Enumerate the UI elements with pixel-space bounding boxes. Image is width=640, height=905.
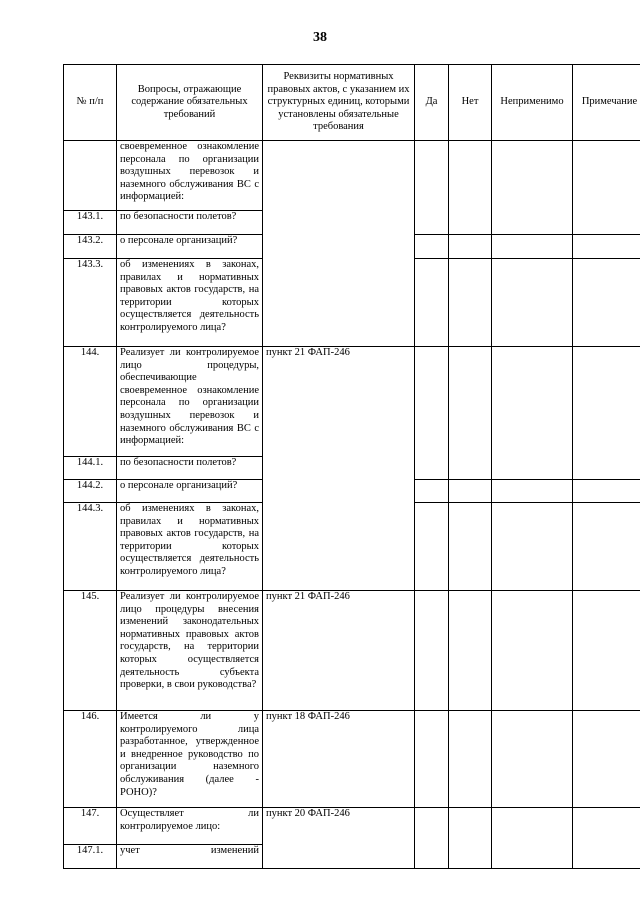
answer-yes-cell[interactable]: [415, 347, 449, 480]
row-question: об изменениях в законах, правилах и нормативных правовых актов государств, на территории которых осуществляется деятельность контролируемого лица?: [117, 503, 263, 591]
checklist-table: [63, 64, 640, 869]
answer-yes-cell[interactable]: [415, 591, 449, 711]
note-cell[interactable]: [573, 591, 640, 711]
row-number: 144.3.: [64, 503, 117, 591]
note-cell[interactable]: [573, 711, 640, 808]
table-row: [64, 711, 640, 808]
row-number: 147.1.: [64, 845, 117, 869]
row-question: Осуществляет ли контролируемое лицо:: [117, 808, 263, 845]
answer-yes-cell[interactable]: [415, 259, 449, 347]
header-yes: Да: [415, 65, 449, 141]
row-question: учет изменений: [117, 845, 263, 869]
header-note: Примечание: [573, 65, 640, 141]
note-cell[interactable]: [573, 235, 640, 259]
answer-na-cell[interactable]: [492, 259, 573, 347]
answer-yes-cell[interactable]: [415, 141, 449, 235]
row-reference: пункт 20 ФАП-246: [263, 808, 415, 869]
answer-no-cell[interactable]: [449, 235, 492, 259]
answer-yes-cell[interactable]: [415, 503, 449, 591]
table-row: [64, 347, 640, 457]
answer-na-cell[interactable]: [492, 591, 573, 711]
header-questions: Вопросы, отражающие содержание обязательных требований: [117, 65, 263, 141]
row-question: об изменениях в законах, правилах и нормативных правовых актов государств, на территории которых осуществляется деятельность контролируемого лица?: [117, 259, 263, 347]
note-cell[interactable]: [573, 259, 640, 347]
answer-yes-cell[interactable]: [415, 711, 449, 808]
answer-no-cell[interactable]: [449, 480, 492, 503]
header-requisites: Реквизиты нормативных правовых актов, с указанием их структурных единиц, которыми установлены обязательные требования: [263, 65, 415, 141]
row-number: 143.1.: [64, 211, 117, 235]
answer-na-cell[interactable]: [492, 235, 573, 259]
row-number: 147.: [64, 808, 117, 845]
row-question: своевременное ознакомление персонала по организации воздушных перевозок и наземного обслуживания ВС с информацией:: [117, 141, 263, 211]
answer-no-cell[interactable]: [449, 591, 492, 711]
answer-na-cell[interactable]: [492, 808, 573, 869]
table-header-row: [64, 65, 640, 141]
row-number: [64, 141, 117, 211]
row-number: 144.1.: [64, 457, 117, 480]
note-cell[interactable]: [573, 141, 640, 235]
answer-na-cell[interactable]: [492, 480, 573, 503]
answer-no-cell[interactable]: [449, 503, 492, 591]
table-row: [64, 591, 640, 711]
row-reference: пункт 21 ФАП-246: [263, 347, 415, 591]
row-question: Имеется ли у контролируемого лица разработанное, утвержденное и внедренное руководство по организации наземного обслуживания (далее - РОНО)?: [117, 711, 263, 808]
header-not-applicable: Неприменимо: [492, 65, 573, 141]
table-row: [64, 141, 640, 211]
header-num: № п/п: [64, 65, 117, 141]
row-reference: пункт 21 ФАП-246: [263, 591, 415, 711]
note-cell[interactable]: [573, 480, 640, 503]
row-number: 144.: [64, 347, 117, 457]
note-cell[interactable]: [573, 347, 640, 480]
row-number: 143.3.: [64, 259, 117, 347]
row-reference: пункт 18 ФАП-246: [263, 711, 415, 808]
row-reference: [263, 141, 415, 347]
answer-yes-cell[interactable]: [415, 808, 449, 869]
note-cell[interactable]: [573, 503, 640, 591]
row-number: 144.2.: [64, 480, 117, 503]
answer-na-cell[interactable]: [492, 141, 573, 235]
row-question: о персонале организаций?: [117, 480, 263, 503]
row-number: 146.: [64, 711, 117, 808]
row-question: по безопасности полетов?: [117, 457, 263, 480]
answer-no-cell[interactable]: [449, 347, 492, 480]
row-question: Реализует ли контролируемое лицо процедуры внесения изменений законодательных нормативных правовых актов государств, на территории которых осуществляется деятельность субъекта проверки, в свои руководства?: [117, 591, 263, 711]
answer-na-cell[interactable]: [492, 503, 573, 591]
answer-no-cell[interactable]: [449, 141, 492, 235]
answer-yes-cell[interactable]: [415, 480, 449, 503]
note-cell[interactable]: [573, 808, 640, 869]
answer-na-cell[interactable]: [492, 711, 573, 808]
row-question: по безопасности полетов?: [117, 211, 263, 235]
row-number: 145.: [64, 591, 117, 711]
answer-na-cell[interactable]: [492, 347, 573, 480]
answer-yes-cell[interactable]: [415, 235, 449, 259]
row-question: о персонале организаций?: [117, 235, 263, 259]
page-number: 38: [313, 30, 327, 45]
row-number: 143.2.: [64, 235, 117, 259]
answer-no-cell[interactable]: [449, 808, 492, 869]
table-row: [64, 808, 640, 845]
answer-no-cell[interactable]: [449, 711, 492, 808]
row-question: Реализует ли контролируемое лицо процедуры, обеспечивающие своевременное ознакомление персонала по организации воздушных перевозок и наземного обслуживания ВС с информацией:: [117, 347, 263, 457]
answer-no-cell[interactable]: [449, 259, 492, 347]
header-no: Нет: [449, 65, 492, 141]
